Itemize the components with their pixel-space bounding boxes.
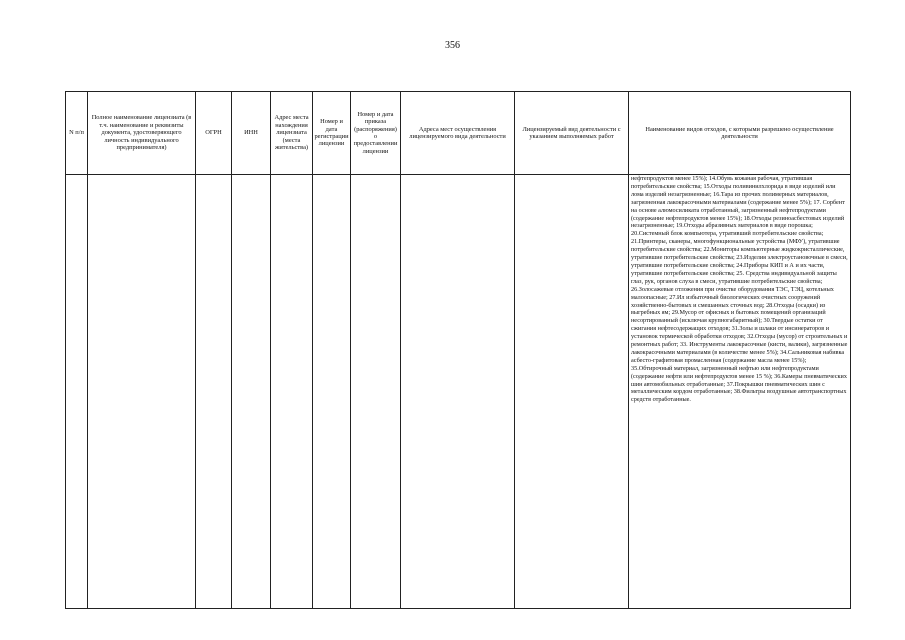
header-waste-types: Наименование видов отходов, с которыми разрешено осуществление деятельности bbox=[629, 92, 851, 175]
cell-inn bbox=[232, 175, 271, 609]
table-row bbox=[66, 175, 851, 609]
header-address: Адрес места нахождения лицензиата (места жительства) bbox=[271, 92, 313, 175]
cell-activity-places bbox=[401, 175, 515, 609]
header-row bbox=[66, 92, 851, 175]
cell-registration bbox=[313, 175, 351, 609]
cell-order bbox=[351, 175, 401, 609]
page-number: 356 bbox=[445, 40, 460, 51]
header-ogrn: ОГРН bbox=[196, 92, 232, 175]
header-activity-places: Адреса мест осуществления лицензируемого вида деятельности bbox=[401, 92, 515, 175]
header-licensee-name: Полное наименование лицензиата (в т.ч. наименование и реквизиты документа, удостоверяющего личность индивидуального предпринимателя) bbox=[88, 92, 196, 175]
cell-licensee-name bbox=[88, 175, 196, 609]
header-number: N п/п bbox=[66, 92, 88, 175]
cell-licensed-activity bbox=[515, 175, 629, 609]
cell-address bbox=[271, 175, 313, 609]
license-register-table bbox=[65, 91, 851, 609]
cell-waste-types: нефтепродуктов менее 15%); 14.Обувь кожаная рабочая, утратившая потребительские свойства; 15.Отходы поливинилхлорида в виде изделий или лома изделий незагрязненные; 16.Тара из прочих полимерных материалов, загрязненная лакокрасочными материалами (содержание менее 5%); 17. Сорбент на основе алюмосиликата отработанный, загрязненный нефтепродуктами (содержание нефтепродуктов менее 15%); 18.Отходы резиноасбестовых изделий незагрязненные; 19.Отходы абразивных материалов в виде порошка; 20.Системный блок компьютера, утративший потребительские свойства; 21.Принтеры, сканеры, многофункциональные устройства (МФУ), утратившие потребительские свойства; 22.Мониторы компьютерные жидкокристаллические, утратившие потребительские свойства; 23.Изделия электроустановочные в смеси, утратившие потребительские свойства; 24.Приборы КИП и А и их части, утратившие потребительские свойства; 25. Средства индивидуальной защиты глаз, рук, органов слуха в смеси, утратившие потребительские свойства; 26.Золосажевые отложения при очистке оборудования ТЭС, ТЭЦ, котельных малоопасные; 27.Ил избыточный биологических очистных сооружений хозяйственно-бытовых и смешанных сточных вод; 28.Отходы (осадки) из выгребных ям; 29.Мусор от офисных и бытовых помещений организаций несортированный (исключая крупногабаритный); 30.Твердые остатки от сжигания нефтесодержащих отходов; 31.Золы и шлаки от инсинераторов и установок термической обработки отходов; 32.Отходы (мусор) от строительных и ремонтных работ; 33. Инструменты лакокрасочные (кисти, валики), загрязненные лакокрасочными материалами (в количестве менее 5%); 34.Сальниковая набивка асбесто-графитовая промасленная (содержание масла менее 15%); 35.Обтирочный материал, загрязненный нефтью или нефтепродуктами (содержание нефти или нефтепродуктов менее 15 %); 36.Камеры пневматических шин автомобильных отработанные; 37.Покрышки пневматических шин с металлическим кордом отработанные; 38.Фильтры воздушные автотранспортных средств отработанные. bbox=[629, 175, 851, 609]
header-licensed-activity: Лицензируемый вид деятельности с указанием выполняемых работ bbox=[515, 92, 629, 175]
header-order: Номер и дата приказа (распоряжения) о предоставлении лицензии bbox=[351, 92, 401, 175]
cell-ogrn bbox=[196, 175, 232, 609]
header-inn: ИНН bbox=[232, 92, 271, 175]
header-registration: Номер и дата регистрации лицензии bbox=[313, 92, 351, 175]
cell-number bbox=[66, 175, 88, 609]
